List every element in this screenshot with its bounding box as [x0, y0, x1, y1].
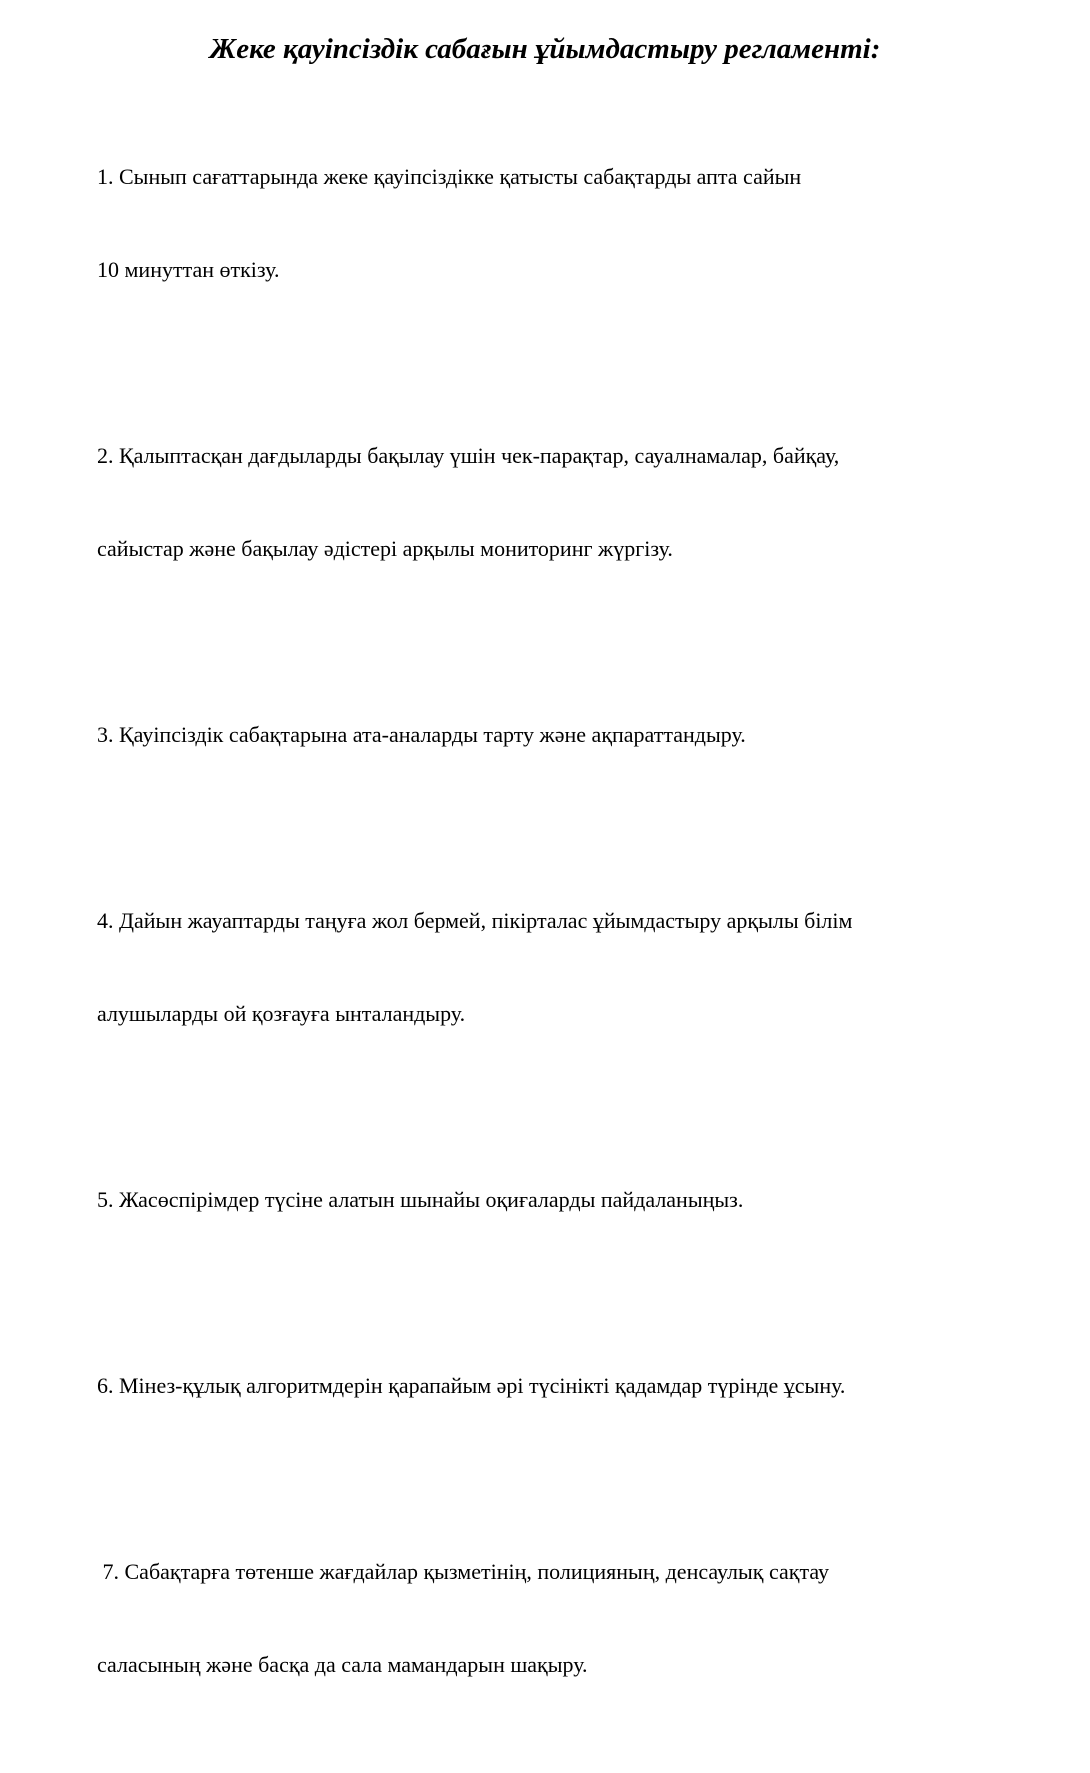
list-item-line: 6. Мінез-құлық алгоритмдерін қарапайым әрі түсінікті қадамдар түрінде ұсыну.	[97, 1373, 846, 1398]
list-item-line: 10 минуттан өткізу.	[97, 257, 280, 282]
list-item-line: 4. Дайын жауаптарды таңуға жол бермей, пікірталас ұйымдастыру арқылы білім	[97, 908, 853, 933]
list-item	[97, 378, 997, 626]
regulation-list	[97, 99, 997, 1773]
list-item-line: 3. Қауіпсіздік сабақтарына ата-аналарды тарту және ақпараттандыру.	[97, 722, 746, 747]
list-item	[97, 1308, 997, 1463]
list-item	[97, 657, 997, 812]
list-item-line: 7. Сабақтарға төтенше жағдайлар қызметінің, полицияның, денсаулық сақтау	[97, 1559, 830, 1584]
list-item	[97, 843, 997, 1091]
list-item	[97, 99, 997, 347]
list-item-line: саласының және басқа да сала мамандарын шақыру.	[97, 1652, 588, 1677]
list-item	[97, 1494, 997, 1742]
list-item-line: сайыстар және бақылау әдістері арқылы мониторинг жүргізу.	[97, 536, 673, 561]
slide-title: Жеке қауіпсіздік сабағын ұйымдастыру регламенті:	[209, 33, 881, 65]
list-item-line: 5. Жасөспірімдер түсіне алатын шынайы оқиғаларды пайдаланыңыз.	[97, 1187, 744, 1212]
list-item-line: алушыларды ой қозғауға ынталандыру.	[97, 1001, 466, 1026]
list-item-line: 1. Сынып сағаттарында жеке қауіпсіздікке қатысты сабақтарды апта сайын	[97, 164, 802, 189]
list-item	[97, 1122, 997, 1277]
list-item-line: 2. Қалыптасқан дағдыларды бақылау үшін чек-парақтар, сауалнамалар, байқау,	[97, 443, 840, 468]
